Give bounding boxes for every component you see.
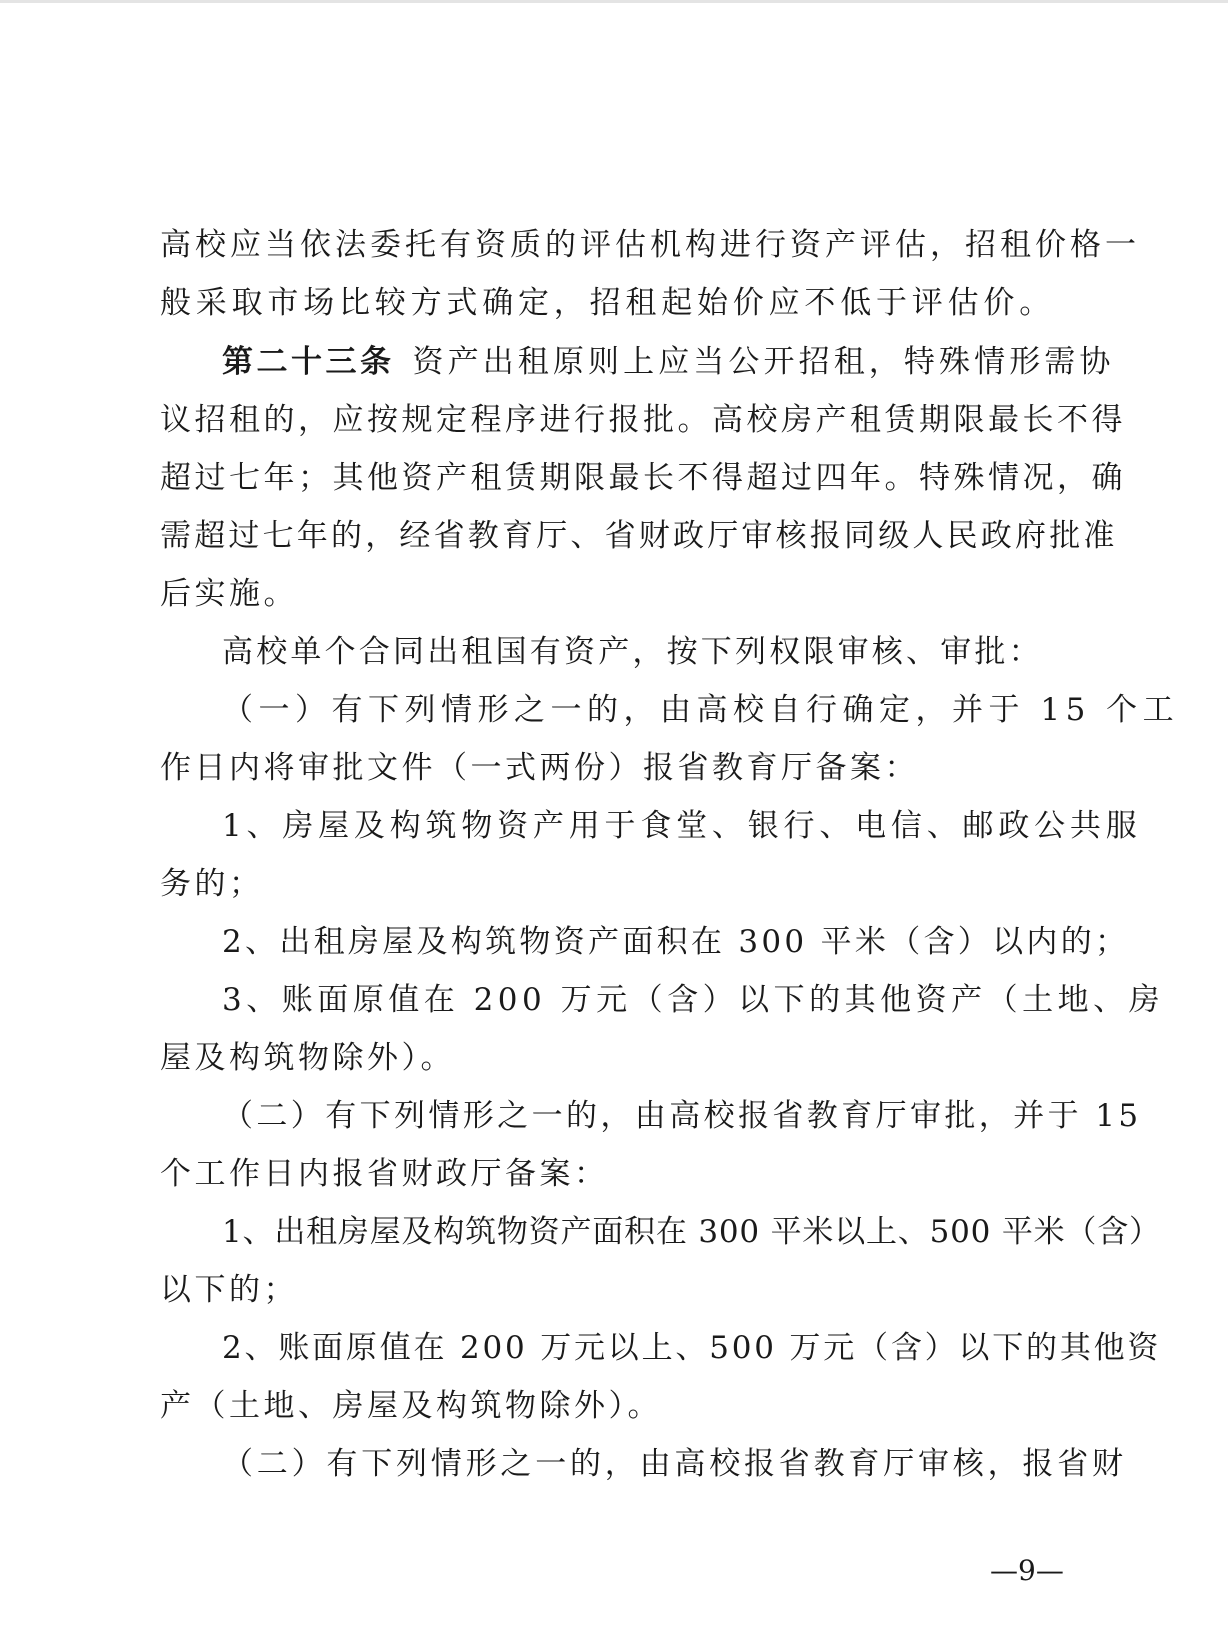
body-text-line: 需超过七年的，经省教育厅、省财政厅审核报同级人民政府批准: [160, 518, 1118, 554]
body-text-line: 高校单个合同出租国有资产，按下列权限审核、审批：: [222, 634, 1043, 670]
page-top-border: [0, 0, 1228, 3]
list-item-line: 2、账面原值在 200 万元以上、500 万元（含）以下的其他资: [222, 1330, 1162, 1366]
body-text-line: 产（土地、房屋及构筑物除外）。: [160, 1388, 662, 1424]
list-item-line: 1、出租房屋及构筑物资产面积在 300 平米以上、500 平米（含）: [222, 1214, 1161, 1250]
body-text-line: 作日内将审批文件（一式两份）报省教育厅备案：: [160, 750, 919, 786]
list-heading-line: （一）有下列情形之一的，由高校自行确定，并于 15 个工: [222, 692, 1180, 728]
body-text-line: 务的；: [160, 866, 264, 902]
body-text-line: 以下的；: [160, 1272, 298, 1308]
body-text-line: 屋及构筑物除外）。: [160, 1040, 455, 1076]
list-item-line: 1、房屋及构筑物资产用于食堂、银行、电信、邮政公共服: [222, 808, 1142, 844]
body-text-line: 超过七年；其他资产租赁期限最长不得超过四年。特殊情况，确: [160, 460, 1126, 496]
body-text-line: 资产出租原则上应当公开招租，特殊情形需协: [412, 344, 1115, 380]
body-text-line: 般采取市场比较方式确定，招租起始价应不低于评估价。: [160, 285, 1055, 321]
list-item-line: 3、账面原值在 200 万元（含）以下的其他资产（土地、房: [222, 982, 1165, 1018]
article-heading: 第二十三条: [222, 344, 395, 380]
list-item-line: 2、出租房屋及构筑物资产面积在 300 平米（含）以内的；: [222, 924, 1130, 960]
body-text-line: 后实施。: [160, 576, 298, 612]
body-text-line: 议招租的，应按规定程序进行报批。高校房产租赁期限最长不得: [160, 402, 1126, 438]
article-paragraph-first-line: [222, 342, 1115, 382]
body-text-line: 个工作日内报省财政厅备案：: [160, 1156, 609, 1192]
list-heading-line: （二）有下列情形之一的，由高校报省教育厅审核，报省财: [222, 1446, 1127, 1482]
list-heading-line: （二）有下列情形之一的，由高校报省教育厅审批，并于 15: [222, 1098, 1142, 1134]
page-number: —9—: [990, 1554, 1064, 1587]
body-text-line: 高校应当依法委托有资质的评估机构进行资产评估，招租价格一: [160, 227, 1140, 263]
